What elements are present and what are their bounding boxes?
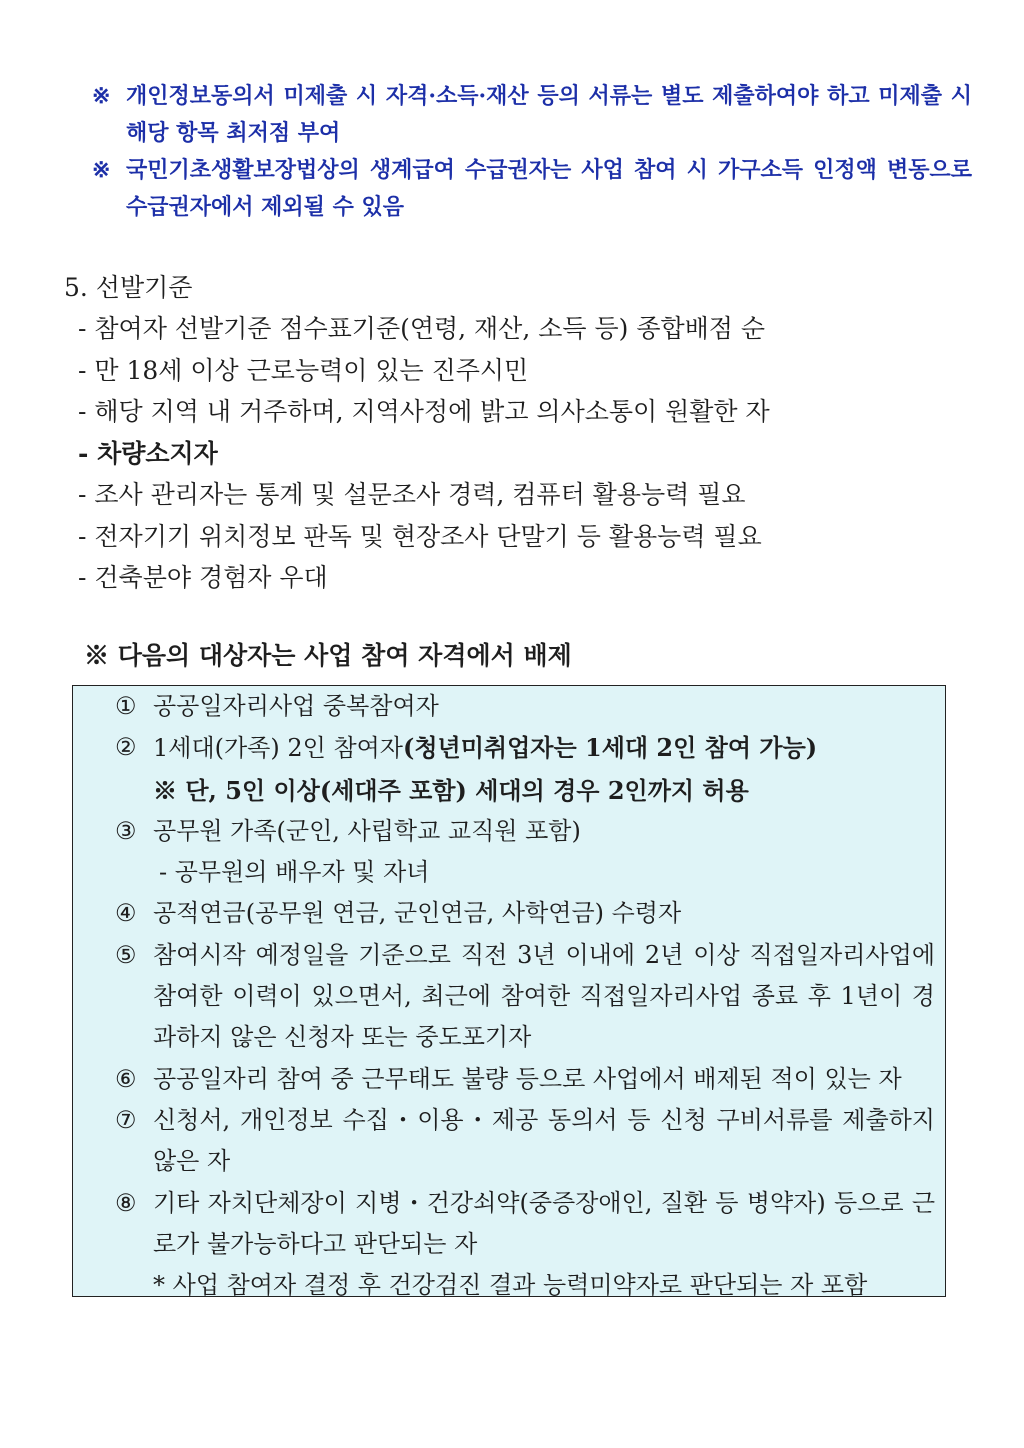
criteria-item: - 참여자 선발기준 점수표기준(연령, 재산, 소득 등) 종합배점 순	[78, 314, 766, 343]
criteria-item: - 전자기기 위치정보 판독 및 현장조사 단말기 등 활용능력 필요	[78, 521, 762, 551]
note-text: 국민기초생활보장법상의 생계급여 수급권자는 사업 참여 시 가구소득 인정액 변동으로 수급권자에서 제외될 수 있음	[126, 157, 972, 220]
exclusion-item	[115, 1183, 935, 1266]
note-consent	[92, 78, 972, 152]
criteria-item: - 조사 관리자는 통계 및 설문조사 경력, 컴퓨터 활용능력 필요	[78, 480, 746, 509]
item-number: ①	[115, 692, 137, 720]
exclusion-item	[115, 811, 935, 852]
item-number: ④	[115, 899, 137, 928]
exclusion-title: ※ 다음의 대상자는 사업 참여 자격에서 배제	[84, 641, 572, 670]
exclusion-item	[115, 1100, 935, 1183]
exclusion-item	[115, 727, 935, 769]
item-number: ③	[115, 816, 137, 845]
item-note: ※ 단, 5인 이상(세대주 포함) 세대의 경우 2인까지 허용	[153, 775, 749, 805]
item-text-bold: (청년미취업자는 1세대 2인 참여 가능)	[403, 733, 818, 763]
item-note: * 사업 참여자 결정 후 건강검진 결과 능력미약자로 판단되는 자 포함	[153, 1271, 868, 1300]
exclusion-item	[115, 1059, 935, 1100]
item-text: 공공일자리 참여 중 근무태도 불량 등으로 사업에서 배제된 적이 있는 자	[153, 1064, 902, 1093]
item-text-wrap	[153, 727, 935, 769]
criteria-item: - 만 18세 이상 근로능력이 있는 진주시민	[78, 355, 529, 385]
section-title: 5. 선발기준	[64, 273, 193, 302]
note-text: 개인정보동의서 미제출 시 자격·소득·재산 등의 서류는 별도 제출하여야 하고 미제출 시 해당 항목 최저점 부여	[126, 83, 972, 146]
item-text: 공무원 가족(군인, 사립학교 교직원 포함)	[153, 816, 581, 845]
item-number: ⑤	[115, 940, 137, 969]
item-text: 신청서, 개인정보 수집・이용・제공 동의서 등 신청 구비서류를 제출하지 않은 자	[153, 1105, 935, 1176]
item-text: 1세대(가족) 2인 참여자	[153, 734, 403, 763]
item-note: - 공무원의 배우자 및 자녀	[159, 858, 430, 887]
exclusion-item	[115, 935, 935, 1059]
item-number: ②	[115, 733, 137, 762]
item-text: 기타 자치단체장이 지병・건강쇠약(중증장애인, 질환 등 병약자) 등으로 근로가 불가능하다고 판단되는 자	[153, 1188, 935, 1258]
item-text: 공공일자리사업 중복참여자	[153, 692, 439, 720]
exclusion-item	[115, 686, 935, 727]
selection-criteria-section	[64, 268, 964, 599]
notice-notes	[92, 78, 972, 226]
item-number: ⑦	[115, 1105, 137, 1134]
criteria-item: - 해당 지역 내 거주하며, 지역사정에 밝고 의사소통이 원활한 자	[78, 397, 770, 426]
note-livelihood	[92, 152, 972, 226]
item-number: ⑧	[115, 1188, 137, 1217]
item-text: 참여시작 예정일을 기준으로 직전 3년 이내에 2년 이상 직접일자리사업에 참여한 이력이 있으면서, 최근에 참여한 직접일자리사업 종료 후 1년이 경과하지 않은 신청자 또는 중도포기자	[153, 940, 935, 1052]
exclusion-item	[115, 893, 935, 934]
exclusion-box	[72, 685, 946, 1300]
criteria-item: - 건축분야 경험자 우대	[78, 563, 328, 592]
reference-mark: ※	[92, 83, 111, 109]
criteria-item: - 차량소지자	[78, 438, 218, 468]
reference-mark: ※	[92, 157, 111, 183]
item-number: ⑥	[115, 1064, 137, 1093]
item-text: 공적연금(공무원 연금, 군인연금, 사학연금) 수령자	[153, 899, 682, 928]
